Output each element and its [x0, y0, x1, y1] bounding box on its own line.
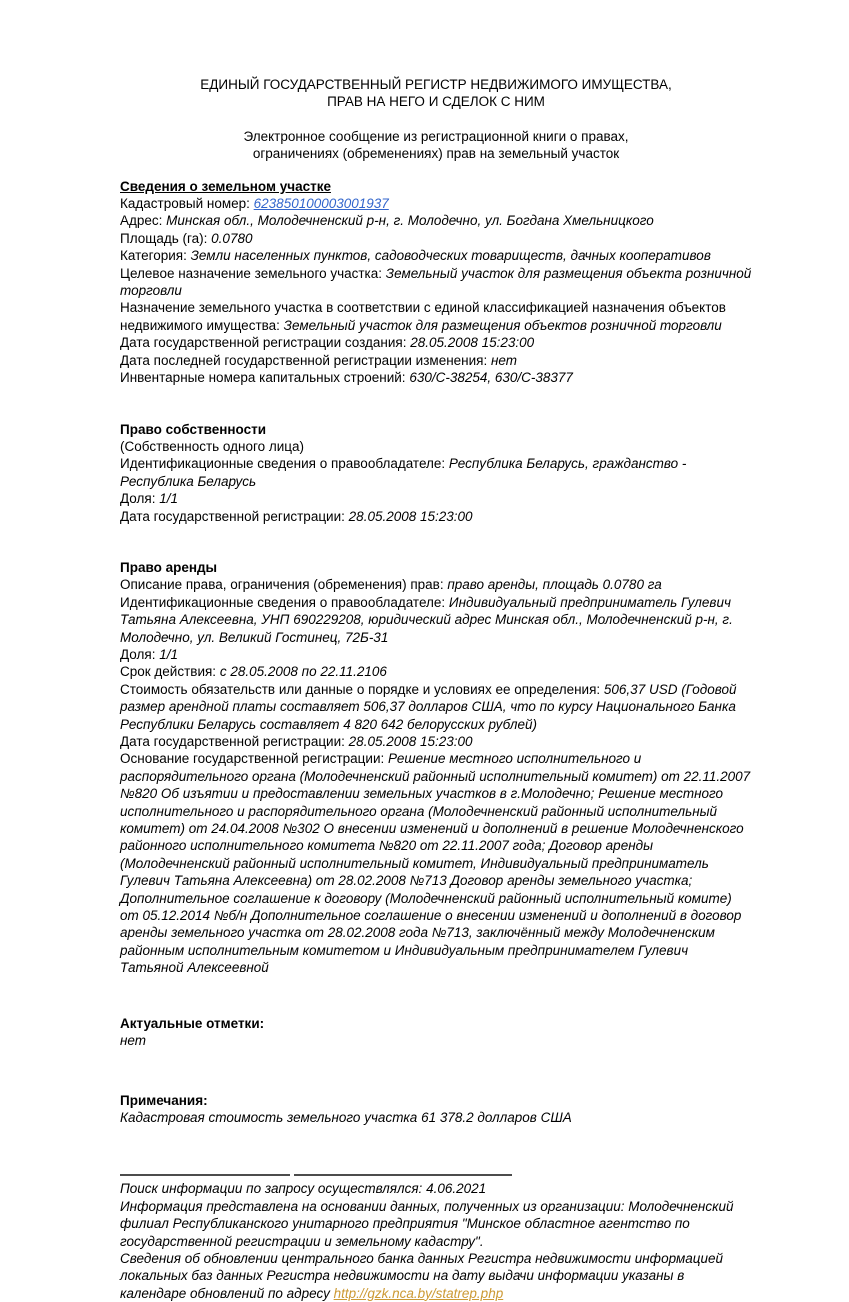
field-value: с 28.05.2008 по 22.11.2106 — [219, 664, 387, 680]
field-row-lease-description — [120, 576, 752, 593]
field-value: Минская обл., Молодечненский р-н, г. Молодечно, ул. Богдана Хмельницкого — [166, 213, 654, 229]
subtitle-line2: ограничениях (обременениях) прав на земельный участок — [252, 146, 620, 162]
field-label: Основание государственной регистрации: — [120, 751, 385, 767]
parcel-section-heading: Сведения о земельном участке — [120, 178, 331, 194]
field-value: нет — [491, 352, 518, 368]
field-row-lease-basis — [120, 750, 752, 976]
field-label: Стоимость обязательств или данные о порядке и условиях ее определения: — [120, 681, 601, 697]
lease-section-heading: Право аренды — [120, 559, 218, 575]
field-row-owner-reg-date — [120, 508, 752, 525]
footer-search-line: Поиск информации по запросу осуществлялся: 4.06.2021 — [120, 1181, 487, 1197]
field-label: Дата государственной регистрации создания: — [120, 335, 407, 351]
field-row-category — [120, 247, 752, 264]
section-land-parcel — [120, 178, 752, 387]
field-value: 28.05.2008 15:23:00 — [410, 335, 535, 351]
field-value: Республика Беларусь, гражданство - Республика Беларусь — [120, 456, 687, 489]
ownership-subheading: (Собственность одного лица) — [120, 438, 305, 454]
field-row-cadastral — [120, 195, 752, 212]
field-label: Целевое назначение земельного участка: — [120, 265, 383, 281]
document-header — [120, 76, 752, 163]
field-row-owner-share — [120, 490, 752, 507]
ownership-section-heading: Право собственности — [120, 421, 267, 437]
field-value: Земельный участок для размещения объектов розничной торговли — [283, 317, 722, 333]
field-row-inventory-numbers — [120, 369, 752, 386]
field-row-lease-identity — [120, 594, 752, 646]
field-row-lease-cost — [120, 681, 752, 733]
field-value: 1/1 — [159, 491, 178, 507]
document-subtitle — [120, 128, 752, 163]
field-value: Индивидуальный предприниматель Гулевич Татьяна Алексеевна, УНП 690229208, юридический адрес Минская обл., Молодечненский р-н, г. Молодечно, ул. Великий Гостинец, 72Б-31 — [120, 594, 733, 645]
field-value: 506,37 USD (Годовой размер арендной платы составляет 506,37 долларов США, что по курсу Национального Банка Республики Беларусь составляет 4 820 642 белорусских рублей) — [120, 681, 737, 732]
field-row-reg-created — [120, 334, 752, 351]
footer-org-line: Информация представлена на основании данных, полученных из организации: Молодечненский филиал Республиканского унитарного предприятия "Минское областное агентство по государственной регистрации и земельному кадастру". — [120, 1198, 734, 1249]
field-label: Описание права, ограничения (обременения) прав: — [120, 577, 444, 593]
footer-update-text: Сведения об обновлении центрального банка данных Регистра недвижимости информацией локальных баз данных Регистра недвижимости на дату выдачи информации указаны в календаре обновлений по адресу — [120, 1250, 723, 1301]
document-footer — [120, 1174, 752, 1302]
field-value: Решение местного исполнительного и распорядительного органа (Молодечненский районный исполнительный комитет) от 22.11.2007 №820 Об изъятии и предоставлении земельных участков в г.Молодечно; Решение местного исполнительного и распорядительного органа (Молодечненский районный исполнительный комитет) от 24.04.2008 №302 О внесении изменений и дополнений в решение Молодечненского районного исполнительного комитета №820 от 22.11.2007 года; Договор аренды (Молодечненский районный исполнительный комитет, Индивидуальный предприниматель Гулевич Татьяна Алексеевна) от 28.02.2008 №713 Договор аренды земельного участка; Дополнительное соглашение к договору (Молодечненский районный исполнительный комите) от 05.12.2014 №б/н Дополнительное соглашение о внесении изменений и дополнений в договор аренды земельного участка от 28.02.2008 года №713, заключённый между Молодечненским районным исполнительным комитетом и Индивидуальным предпринимателем Гулевич Татьяной Алексеевной — [120, 751, 751, 976]
marks-section-heading: Актуальные отметки: — [120, 1015, 265, 1031]
field-label: Категория: — [120, 248, 187, 264]
cadastral-label: Кадастровый номер: — [120, 196, 250, 212]
field-value: 1/1 — [159, 646, 178, 662]
subtitle-line1: Электронное сообщение из регистрационной книги о правах, — [243, 128, 629, 144]
field-row-lease-share — [120, 646, 752, 663]
field-row-reg-changed — [120, 352, 752, 369]
notes-section-heading: Примечания: — [120, 1092, 208, 1108]
footer-divider — [120, 1174, 752, 1176]
field-label: Дата государственной регистрации: — [120, 508, 345, 524]
footer-update-line — [120, 1250, 752, 1302]
field-label: Доля: — [120, 491, 156, 507]
section-current-marks — [120, 1015, 752, 1050]
field-row-purpose — [120, 265, 752, 300]
cadastral-number-link[interactable]: 623850100003001937 — [253, 196, 389, 212]
marks-value: нет — [120, 1033, 147, 1049]
register-title-line2: ПРАВ НА НЕГО И СДЕЛОК С НИМ — [327, 94, 545, 110]
field-label: Идентификационные сведения о правообладателе: — [120, 594, 446, 610]
field-label: Инвентарные номера капитальных строений: — [120, 370, 406, 386]
field-label: Доля: — [120, 646, 156, 662]
field-value: право аренды, площадь 0.0780 га — [447, 577, 662, 593]
field-value: 28.05.2008 15:23:00 — [348, 734, 473, 749]
field-label: Дата государственной регистрации: — [120, 734, 345, 749]
field-label: Назначение земельного участка в соответствии с единой классификацией назначения объектов недвижимого имущества: — [120, 300, 726, 333]
field-row-area — [120, 230, 752, 247]
field-row-classification — [120, 299, 752, 334]
field-row-owner-identity — [120, 455, 752, 490]
notes-value: Кадастровая стоимость земельного участка 61 378.2 долларов США — [120, 1109, 572, 1125]
field-label: Срок действия: — [120, 664, 217, 680]
section-notes — [120, 1092, 752, 1127]
field-label: Адрес: — [120, 213, 163, 229]
field-row-lease-term — [120, 663, 752, 680]
field-value: 28.05.2008 15:23:00 — [348, 508, 473, 524]
field-value: Земельный участок для размещения объекта розничной торговли — [120, 265, 752, 299]
field-value: 630/C-38254, 630/C-38377 — [409, 370, 573, 386]
register-title-line1: ЕДИНЫЙ ГОСУДАРСТВЕННЫЙ РЕГИСТР НЕДВИЖИМОГО ИМУЩЕСТВА, — [200, 77, 672, 92]
field-label: Площадь (га): — [120, 230, 208, 246]
field-row-lease-reg-date — [120, 733, 752, 750]
field-value: 0.0780 — [211, 230, 253, 246]
field-row-address — [120, 212, 752, 229]
field-label: Дата последней государственной регистрации изменения: — [120, 352, 488, 368]
statrep-url-link[interactable]: http://gzk.nca.by/statrep.php — [333, 1285, 504, 1301]
section-lease-right — [120, 559, 752, 977]
field-label: Идентификационные сведения о правообладателе: — [120, 456, 446, 472]
field-value: Земли населенных пунктов, садоводческих товариществ, дачных кооперативов — [190, 248, 711, 264]
section-ownership-right — [120, 421, 752, 525]
